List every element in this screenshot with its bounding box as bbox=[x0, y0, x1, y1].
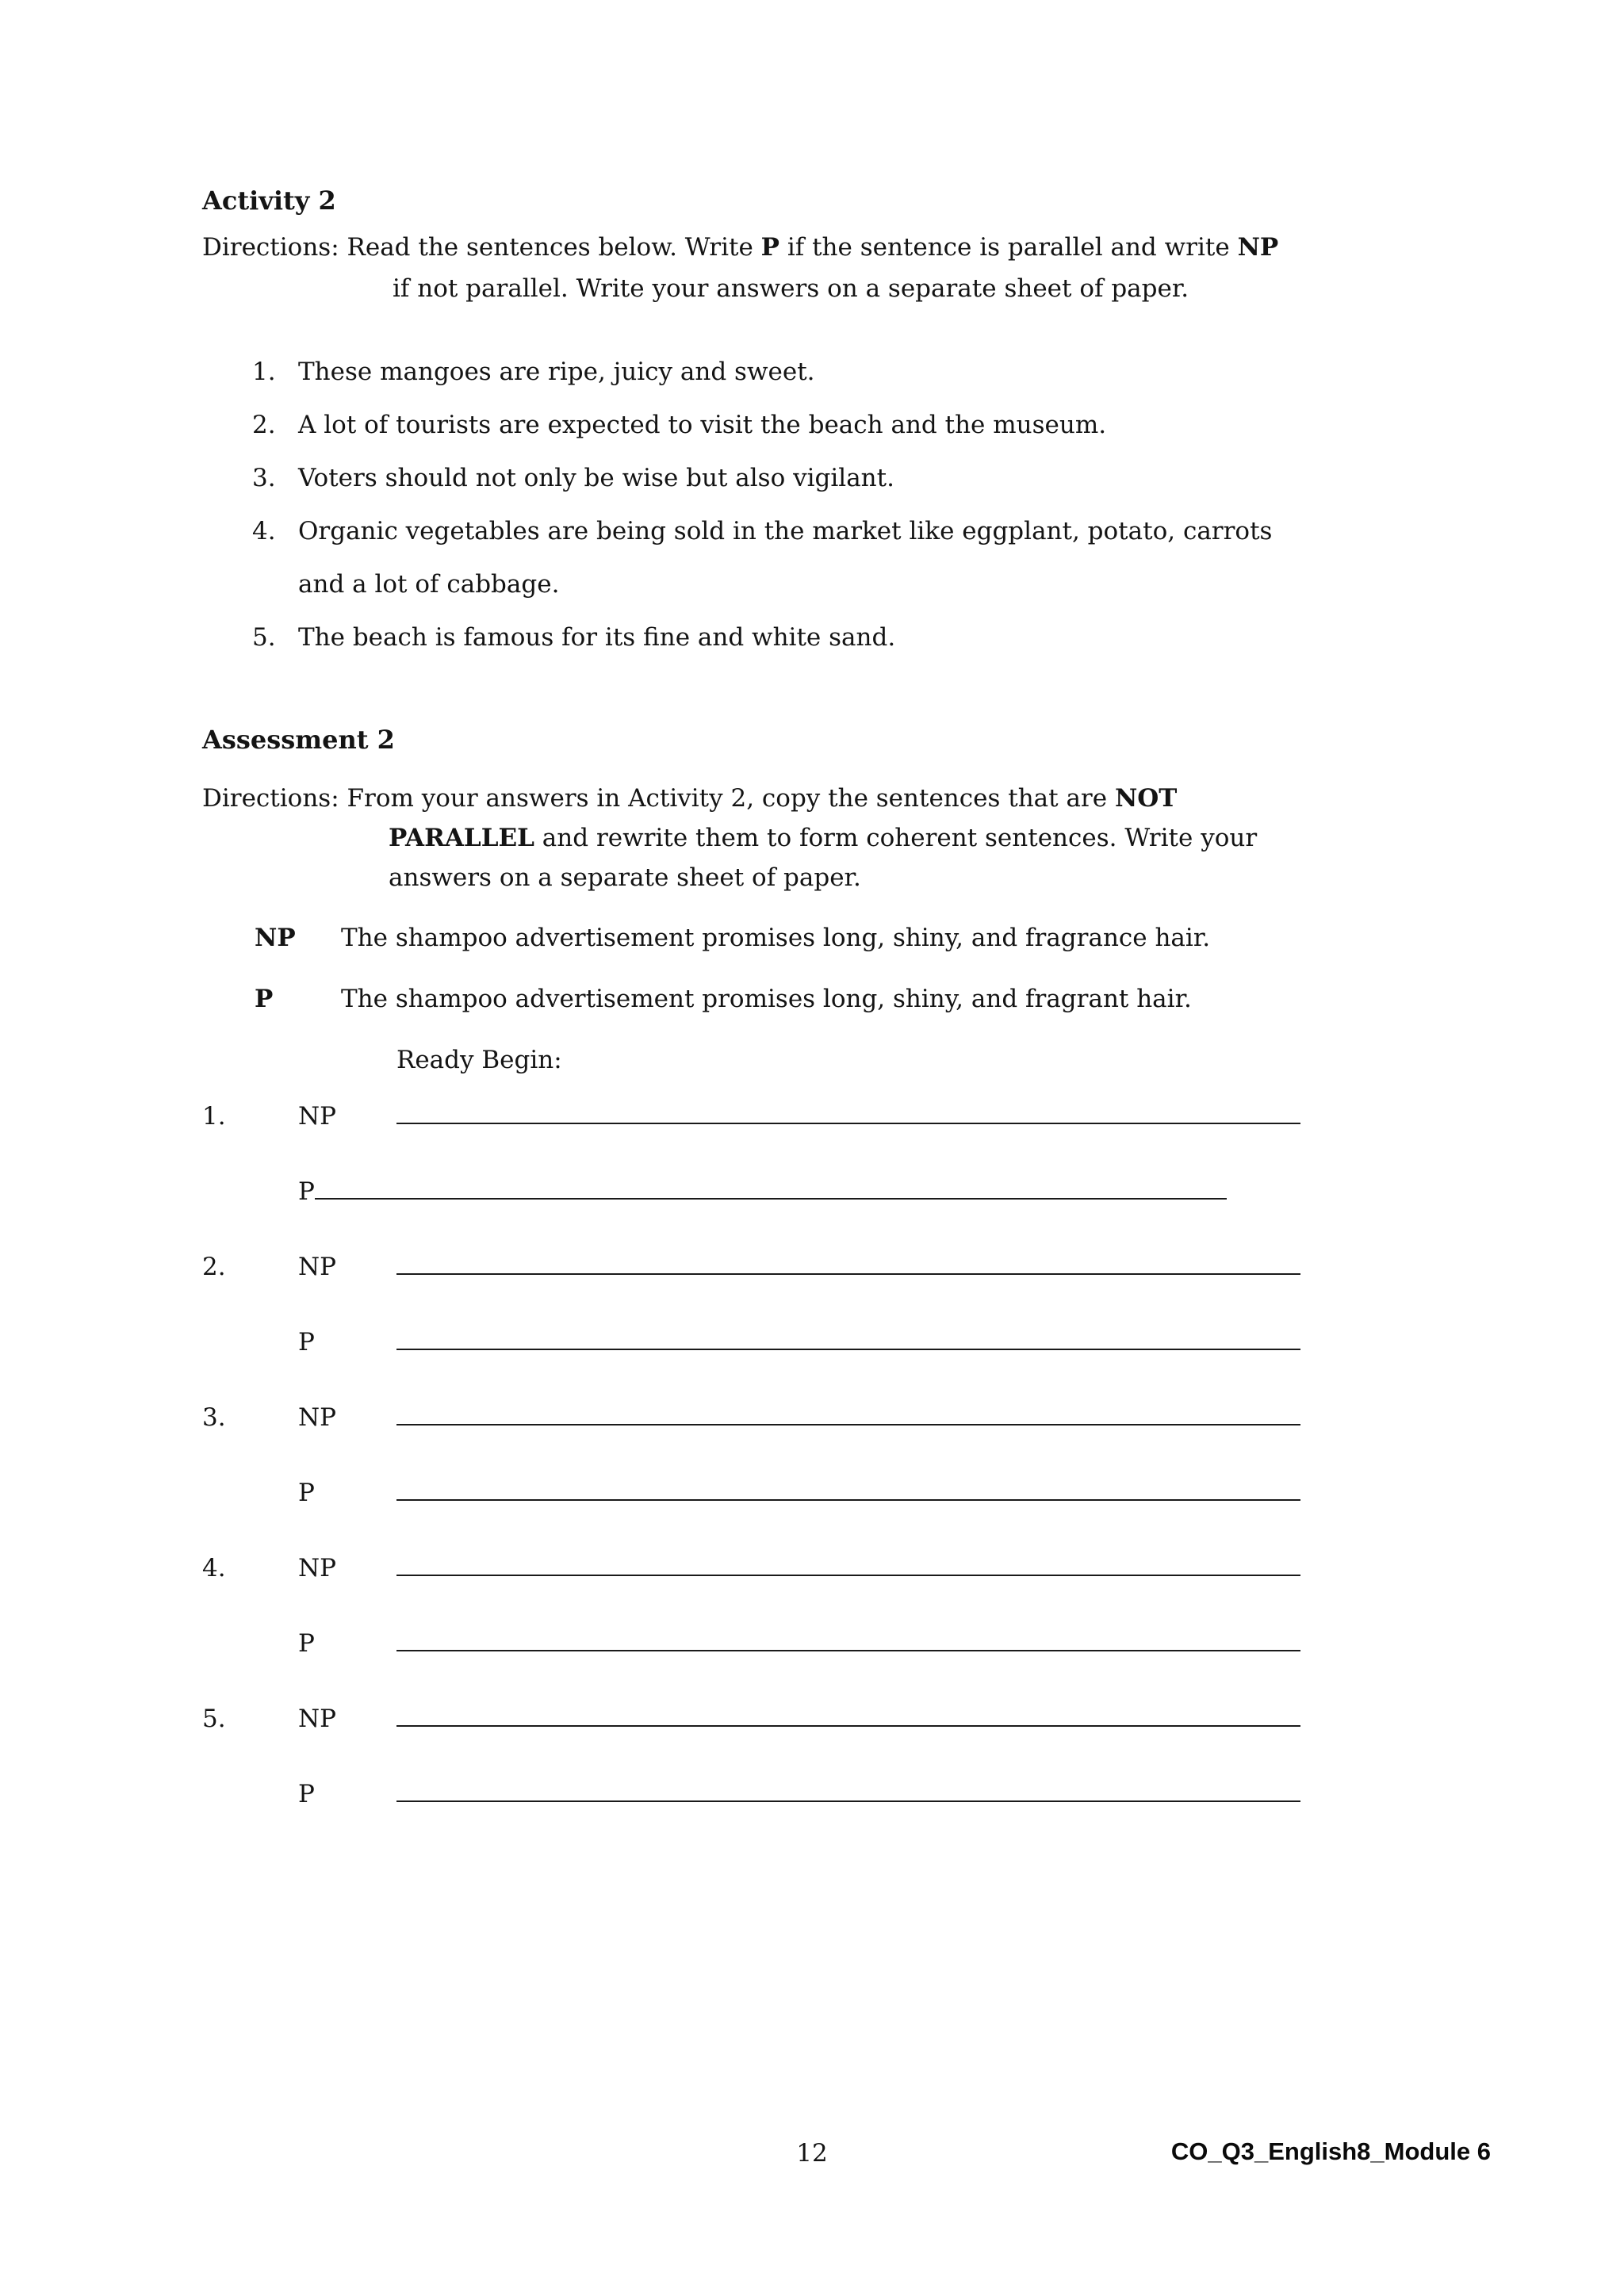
answer-row bbox=[202, 1479, 1447, 1518]
activity2-list bbox=[202, 346, 1447, 664]
ready-begin-label: Ready Begin: bbox=[396, 1046, 562, 1074]
item-text bbox=[298, 611, 1447, 664]
list-item bbox=[202, 505, 1447, 611]
answer-row bbox=[202, 1780, 1447, 1820]
item-text bbox=[298, 399, 1447, 452]
answer-row bbox=[202, 1253, 1447, 1292]
assessment2-title: Assessment 2 bbox=[202, 725, 395, 755]
item-number: 5. bbox=[252, 623, 276, 652]
answer-blank-line bbox=[396, 1800, 1300, 1802]
answer-label-np: NP bbox=[298, 1705, 336, 1733]
answer-row bbox=[202, 1328, 1447, 1368]
activity2-directions-line2: if not parallel. Write your answers on a separate sheet of paper. bbox=[393, 274, 1189, 303]
answer-blank-line bbox=[396, 1123, 1300, 1124]
page-content bbox=[202, 184, 1447, 1855]
activity2-directions-line1 bbox=[202, 227, 1447, 268]
answer-label-p: P bbox=[298, 1177, 315, 1206]
directions-bold-not: NOT bbox=[1114, 784, 1178, 813]
answer-label-np: NP bbox=[298, 1403, 336, 1432]
list-item bbox=[202, 611, 1447, 664]
assessment2-example bbox=[202, 918, 1447, 1080]
item-number: 1. bbox=[252, 358, 276, 386]
assessment2-directions-line3: answers on a separate sheet of paper. bbox=[389, 863, 861, 892]
activity2-section bbox=[202, 184, 1447, 664]
item-text-line: Organic vegetables are being sold in the market like eggplant, potato, carrots bbox=[298, 517, 1273, 545]
answer-number: 5. bbox=[202, 1705, 226, 1733]
answer-blank-line bbox=[396, 1650, 1300, 1651]
example-np-text: The shampoo advertisement promises long, shiny, and fragrance hair. bbox=[341, 924, 1211, 952]
item-number: 4. bbox=[252, 517, 276, 545]
example-np-label: NP bbox=[255, 924, 296, 952]
answer-row bbox=[202, 1177, 1447, 1217]
answer-blank-line bbox=[396, 1424, 1300, 1425]
item-text bbox=[298, 505, 1447, 611]
item-text bbox=[298, 346, 1447, 399]
item-number: 3. bbox=[252, 464, 276, 492]
list-item bbox=[202, 346, 1447, 399]
item-number: 2. bbox=[252, 411, 276, 439]
assessment2-directions-line1 bbox=[202, 779, 1447, 818]
answer-number: 1. bbox=[202, 1102, 226, 1131]
answer-number: 3. bbox=[202, 1403, 226, 1432]
answer-row bbox=[202, 1554, 1447, 1594]
item-text-line: A lot of tourists are expected to visit the beach and the museum. bbox=[298, 411, 1107, 439]
answer-label-p: P bbox=[298, 1479, 315, 1507]
item-text-line: The beach is famous for its fine and white sand. bbox=[298, 623, 896, 652]
activity2-title: Activity 2 bbox=[202, 186, 336, 216]
directions-bold-parallel: PARALLEL bbox=[389, 824, 534, 852]
item-text-line: Voters should not only be wise but also vigilant. bbox=[298, 464, 894, 492]
answer-blank-line bbox=[396, 1273, 1300, 1275]
answer-number: 4. bbox=[202, 1554, 226, 1582]
answer-blank-line bbox=[396, 1575, 1300, 1576]
item-text bbox=[298, 452, 1447, 505]
directions-text: Directions: From your answers in Activity 2, copy the sentences that are bbox=[202, 784, 1115, 813]
answer-blank-line bbox=[315, 1198, 1227, 1200]
answer-row bbox=[202, 1705, 1447, 1744]
page-number: 12 bbox=[796, 2139, 828, 2168]
list-item bbox=[202, 399, 1447, 452]
answers-block bbox=[202, 1102, 1447, 1820]
example-np-row bbox=[202, 918, 1447, 958]
answer-blank-line bbox=[396, 1349, 1300, 1350]
item-text-line: These mangoes are ripe, juicy and sweet. bbox=[298, 358, 815, 386]
item-text-line: and a lot of cabbage. bbox=[298, 570, 560, 599]
answer-label-np: NP bbox=[298, 1253, 336, 1281]
answer-row bbox=[202, 1629, 1447, 1669]
answer-number: 2. bbox=[202, 1253, 226, 1281]
assessment2-directions-line2 bbox=[202, 818, 1447, 858]
activity2-directions bbox=[202, 227, 1447, 309]
answer-label-p: P bbox=[298, 1780, 315, 1808]
answer-row bbox=[202, 1102, 1447, 1142]
answer-blank-line bbox=[396, 1725, 1300, 1727]
directions-bold-p: P bbox=[760, 233, 779, 262]
example-p-row bbox=[202, 979, 1447, 1019]
answer-label-p: P bbox=[298, 1328, 315, 1357]
directions-text: if the sentence is parallel and write bbox=[779, 233, 1238, 262]
directions-bold-np: NP bbox=[1237, 233, 1279, 262]
directions-text: and rewrite them to form coherent sentences. Write your bbox=[534, 824, 1258, 852]
directions-text: Directions: Read the sentences below. Write bbox=[202, 233, 761, 262]
answer-label-np: NP bbox=[298, 1102, 336, 1131]
answer-label-p: P bbox=[298, 1629, 315, 1658]
assessment2-directions bbox=[202, 779, 1447, 897]
example-p-text: The shampoo advertisement promises long, shiny, and fragrant hair. bbox=[341, 985, 1192, 1013]
answer-label-np: NP bbox=[298, 1554, 336, 1582]
answer-blank-line bbox=[396, 1499, 1300, 1501]
list-item bbox=[202, 452, 1447, 505]
module-footer: CO_Q3_English8_Module 6 bbox=[1170, 2137, 1491, 2165]
answer-row bbox=[202, 1403, 1447, 1443]
assessment2-section bbox=[202, 723, 1447, 1820]
example-p-label: P bbox=[255, 985, 274, 1013]
